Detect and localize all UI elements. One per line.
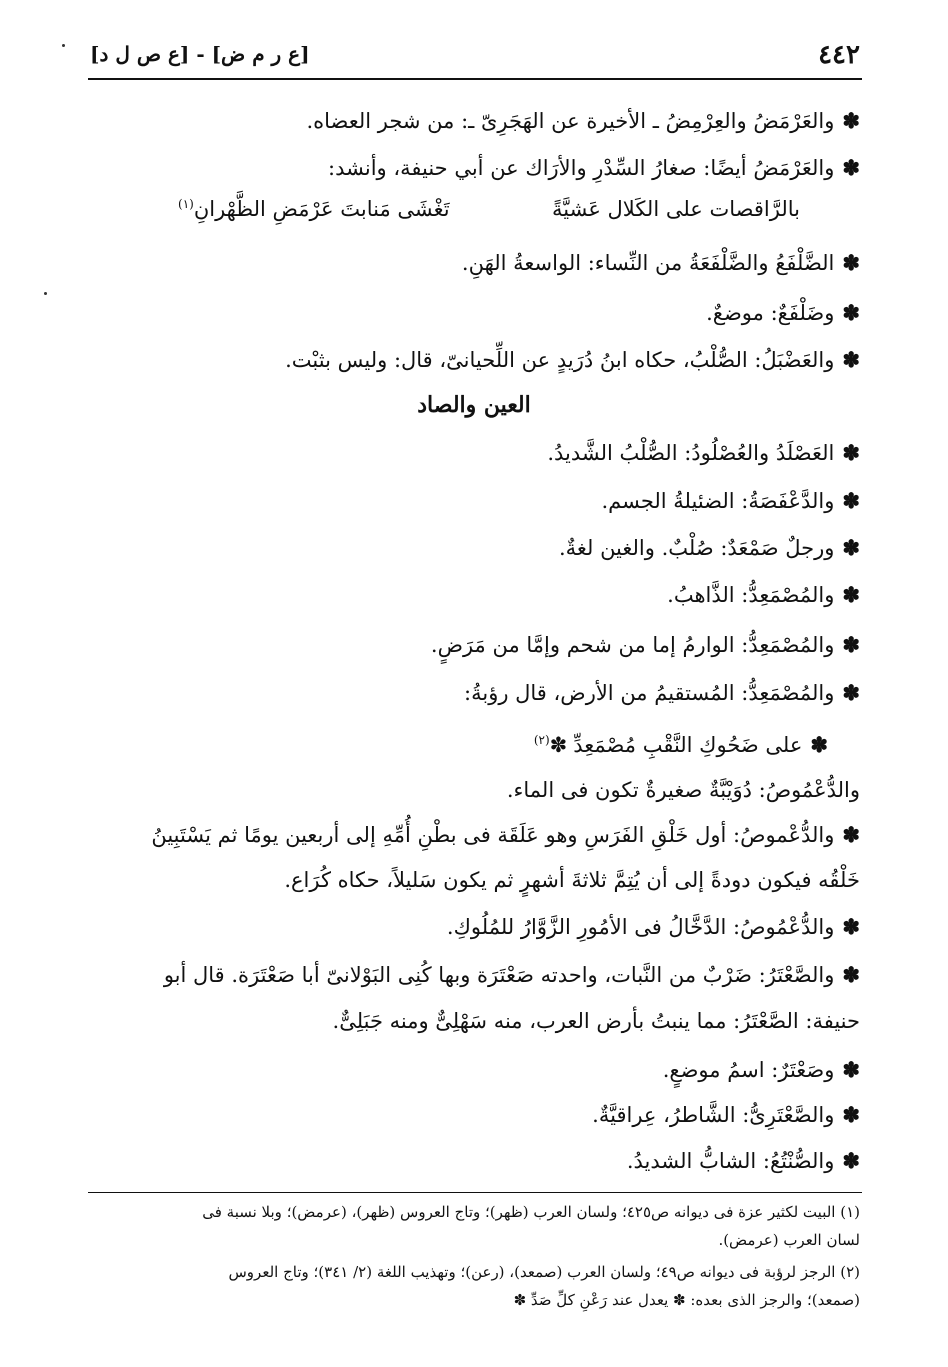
entry-line: ✽والعَضْبَلُ: الصُّلْبُ، حكاه ابنُ دُرَيدٍ عن اللِّحيانىّ، قال: وليس بثبْت.	[285, 347, 860, 372]
entry-line: والدُّعْمُوصُ: دُوَيْبَّةٌ صغيرةٌ تكون فى الماء.	[506, 778, 860, 802]
entry-star: ✽	[842, 962, 860, 987]
entry-star: ✽	[842, 155, 860, 180]
paragraph-line: ✽والصَّعْتَرُ: ضَرْبٌ من النَّبات، واحدته صَعْتَرَة وبها كُنِى البَوْلانىّ أبا صَعْتَرَة. قال أبو	[163, 962, 860, 987]
entry-star: ✽	[842, 108, 860, 133]
paragraph-line: خَلْقُه فيكون دودةً إلى أن يُتِمَّ ثلاثةَ أشهرٍ ثم يكون سَليلاً، حكاه كُرَاع.	[284, 868, 860, 892]
entry-line: ✽والعَرْمَضُ أيضًا: صغارُ السِّدْرِ والأرَاك عن أبي حنيفة، وأنشد:	[328, 155, 860, 180]
entry-line: ✽والدُّعْمُوصُ: الدَّخَّالُ فى الأمُورِ الزَّوَّارُ للمُلُوكِ.	[446, 914, 860, 939]
entry-line: ✽ورجلٌ صَمْعَدٌ: صُلْبٌ. والغين لغةٌ.	[558, 535, 860, 560]
header-rule	[88, 78, 862, 80]
entry-line: ✽الضَّلْفَعُ والضَّلْفَعَةُ من النِّساء: الواسعةُ الهَنِ.	[461, 250, 860, 275]
running-title: [ع ر م ض] - [ع ص ل د]	[90, 42, 310, 66]
entry-star: ✽	[842, 440, 860, 465]
entry-line: ✽وصَعْتَرٌ: اسمُ موضعٍ.	[662, 1057, 860, 1082]
entry-line: ✽والمُصْمَعِدُّ: المُستقيمُ من الأرض، قال رؤبةُ:	[464, 680, 860, 705]
rajaz-verse: ✽على ضَحُوكِ النَّقْبِ مُصْمَعِدِّ✽$^{(٢)}$	[533, 732, 828, 757]
footnote-ref: (١)	[178, 197, 194, 211]
entry-line: ✽والصُّنْتُعُ: الشابُّ الشديدُ.	[626, 1148, 860, 1173]
entry-star: ✽	[842, 535, 860, 560]
entry-star: ✽	[842, 250, 860, 275]
page-number: ٤٤٢	[818, 40, 860, 70]
footnote-rule	[88, 1192, 862, 1193]
footnote-2-line-1: (٢) الرجز لرؤبة فى ديوانه ص٤٩؛ ولسان العرب (صمعد)، (رعن)؛ وتهذيب اللغة (٢/ ٣٤١)؛ وتاج العروس	[228, 1263, 860, 1281]
footnote-1-line-1: (١) البيت لكثير عزة فى ديوانه ص٤٢٥؛ ولسان العرب (ظهر)؛ وتاج العروس (ظهر)، (عرمض)؛ وبلا نسبة فى	[202, 1203, 860, 1221]
entry-star: ✽	[842, 300, 860, 325]
entry-star: ✽	[810, 732, 828, 757]
verse-star-end: ✽	[549, 733, 568, 757]
entry-star: ✽	[842, 1102, 860, 1127]
verse-hemistich-2: تَغْشَى مَنابتَ عَرْمَضِ الظَّهْرانِ$^{(١)}$	[178, 197, 450, 221]
page-header	[90, 38, 860, 78]
entry-star: ✽	[842, 632, 860, 657]
entry-star: ✽	[842, 680, 860, 705]
entry-line: ✽وضَلْفَعٌ: موضعٌ.	[706, 300, 860, 325]
entry-line: ✽والعَرْمَضُ والعِرْمِضُ ـ الأخيرة عن الهَجَرِىّ ـ: من شجر العضاه.	[306, 108, 860, 133]
entry-star: ✽	[842, 1148, 860, 1173]
entry-star: ✽	[842, 582, 860, 607]
poetry-verse	[88, 197, 860, 237]
scan-speck	[44, 292, 47, 295]
entry-star: ✽	[842, 347, 860, 372]
entry-star: ✽	[842, 822, 860, 847]
footnote-2-line-2: (صمعد)؛ والرجز الذى بعده: ✽ يعدل عند رَعْنِ كلِّ صَدِّ ✽	[513, 1291, 860, 1309]
entry-line: ✽العَصْلَدُ والعُصْلُودُ: الصُّلْبُ الشَّديدُ.	[547, 440, 860, 465]
entry-line: ✽والمُصْمَعِدُّ: الوارمُ إما من شحم وإمَّا من مَرَضٍ.	[430, 632, 860, 657]
entry-star: ✽	[842, 914, 860, 939]
paragraph-line: ✽والدُّعْموصُ: أول خَلْقِ الفَرَسِ وهو عَلَقَة فى بطْنِ أُمِّهِ إلى أربعين يومًا ثم يَسْتَبِينُ	[151, 822, 860, 847]
entry-line: ✽والدَّعْفَصَةُ: الضئيلةُ الجسم.	[601, 488, 860, 513]
entry-star: ✽	[842, 488, 860, 513]
paragraph-line: حنيفة: الصَّعْتَرُ: مما ينبتُ بأرض العرب، منه سَهْلِىٌّ ومنه جَبَلِىٌّ.	[332, 1009, 860, 1033]
verse-hemistich-1: بالرَّاقصات على الكَلال عَشيَّةً	[552, 197, 800, 221]
entry-line: ✽والمُصْمَعِدُّ: الذَّاهبُ.	[667, 582, 860, 607]
entry-star: ✽	[842, 1057, 860, 1082]
footnote-ref: (٢)	[533, 733, 550, 747]
entry-line: ✽والصَّعْتَرِىُّ: الشَّاطرُ، عِراقيَّةٌ.	[592, 1102, 860, 1127]
section-heading: العين والصاد	[417, 392, 531, 418]
scan-speck	[62, 44, 65, 47]
footnote-1-line-2: لسان العرب (عرمض).	[718, 1231, 860, 1249]
